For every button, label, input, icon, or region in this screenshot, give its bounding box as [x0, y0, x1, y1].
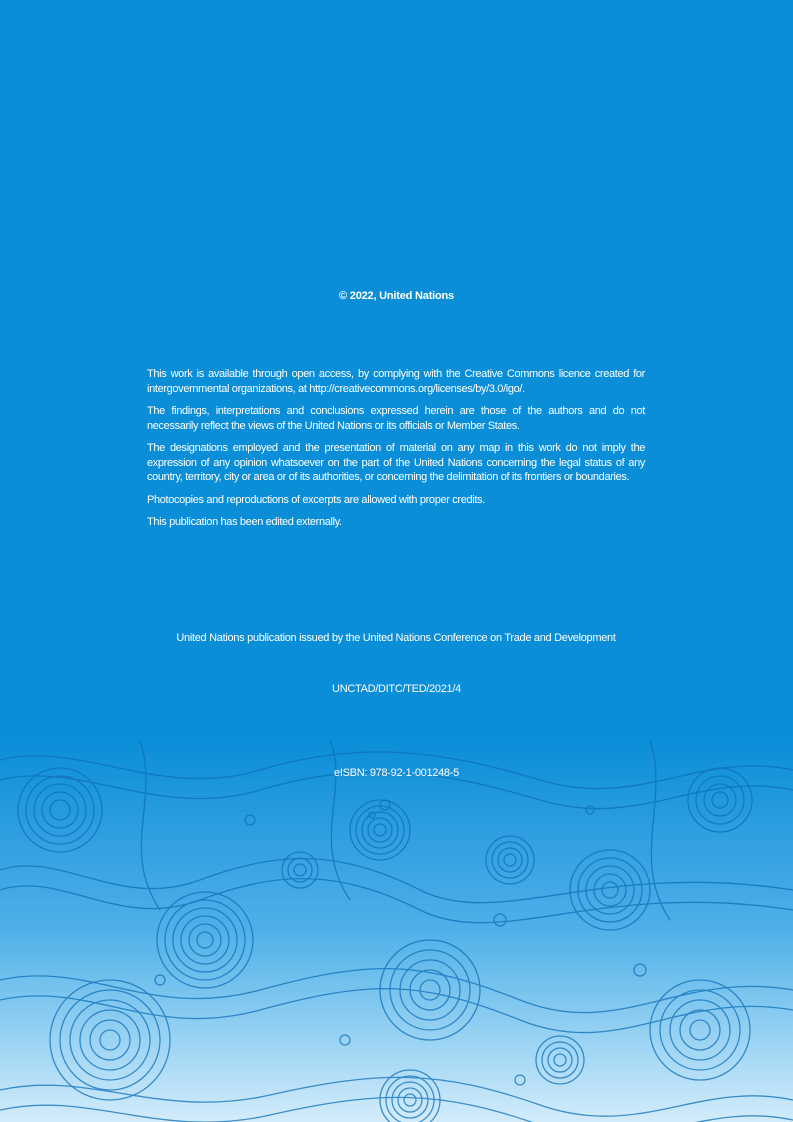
- legal-notice-block: [147, 367, 645, 538]
- copyright-notice: © 2022, United Nations: [339, 290, 454, 302]
- document-symbol: UNCTAD/DITC/TED/2021/4: [332, 683, 461, 695]
- designations-paragraph: The designations employed and the presentation of material on any map in this work do not imply the expression of any opinion whatsoever on the part of the United Nations concerning the legal status of any country, territory, city or area or of its authorities, or concerning the delimitation of its frontiers or boundaries.: [147, 442, 645, 483]
- open-access-paragraph: This work is available through open access, by complying with the Creative Commons licence created for intergovernmental organizations, at http://creativecommons.org/licenses/by/3.0/igo/.: [147, 368, 645, 395]
- isbn-number: eISBN: 978-92-1-001248-5: [334, 767, 459, 779]
- photocopies-paragraph: Photocopies and reproductions of excerpts are allowed with proper credits.: [147, 493, 485, 506]
- decorative-swirl-pattern: [0, 740, 793, 1122]
- publisher-statement: United Nations publication issued by the United Nations Conference on Trade and Development: [176, 632, 616, 644]
- disclaimer-paragraph: The findings, interpretations and conclusions expressed herein are those of the authors and do not necessarily reflect the views of the United Nations or its officials or Member States.: [147, 405, 645, 432]
- editing-note-paragraph: This publication has been edited externally.: [147, 516, 342, 528]
